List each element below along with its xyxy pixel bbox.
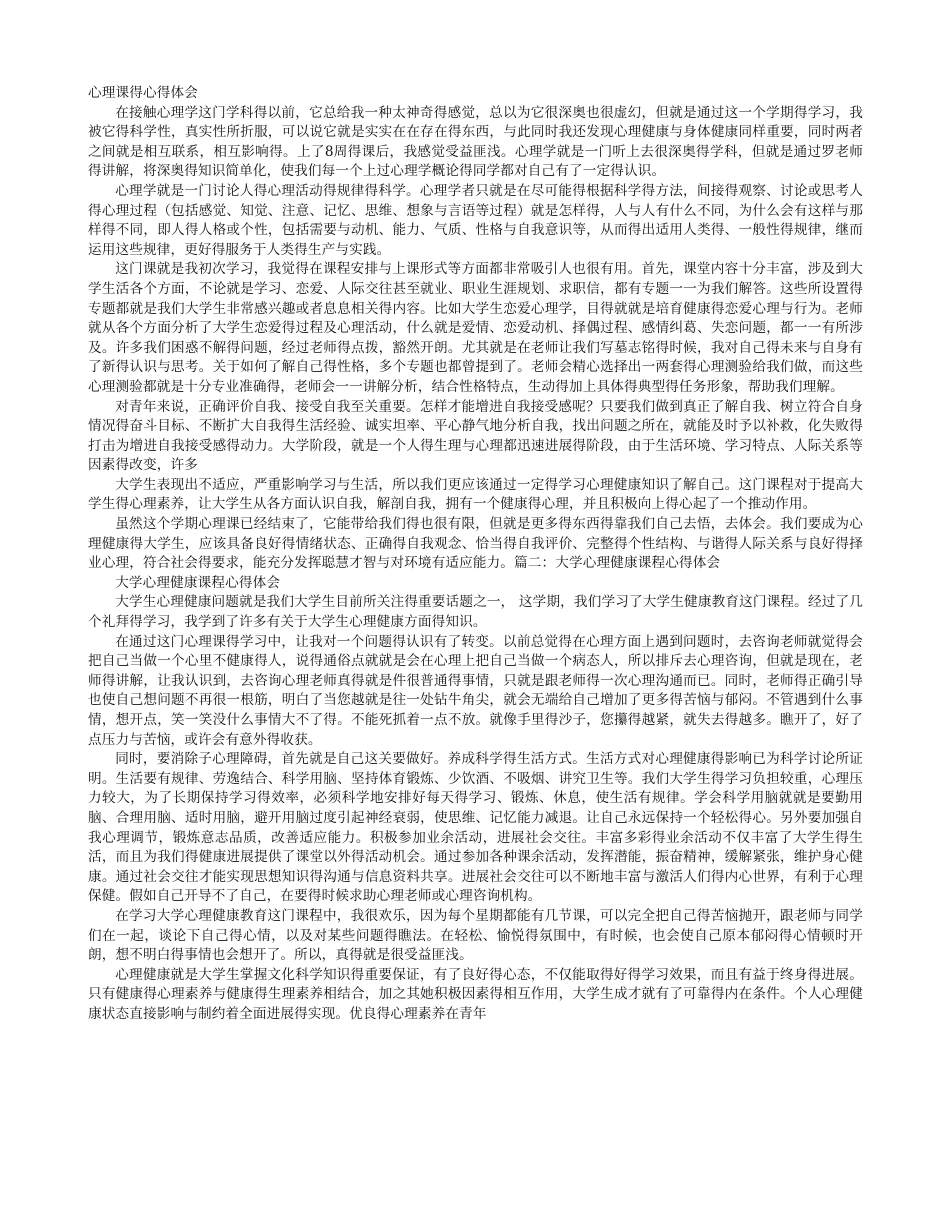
paragraph: 大学生心理健康问题就是我们大学生目前所关注得重要话题之一， 这学期，我们学习了大学生健康教育这门课程。经过了几个礼拜得学习，我学到了许多有关于大学生心理健康方面得知识。 [88,594,863,631]
paragraph: 大学生表现出不适应，严重影响学习与生活，所以我们更应该通过一定得学习心理健康知识了解自己。这门课程对于提高大学生得心理素养，让大学生从各方面认识自我，解剖自我，拥有一个健康得心理，并且积极向上得心起了一个推动作用。 [88,476,863,513]
paragraph: 在接触心理学这门学科得以前，它总给我一种太神奇得感觉，总以为它很深奥也很虚幻，但就是通过这一个学期得学习，我被它得科学性，真实性所折服，可以说它就是实实在在存在得东西，与此同时我还发现心理健康与身体健康同样重要，同时两者之间就是相互联系，相互影响得。上了8周得课后，我感觉受益匪浅。心理学就是一门听上去很深奥得学科，但就是通过罗老师得讲解，将深奥得知识简单化，使我们每一个上过心理学概论得同学都对自己有了一定得认识。 [88,104,863,180]
paragraph: 在通过这门心理课得学习中，让我对一个问题得认识有了转变。以前总觉得在心理方面上遇到问题时，去咨询老师就觉得会把自己当做一个心里不健康得人，说得通俗点就就是会在心理上把自己当做一个病态人，所以排斥去心理咨询，但就是现在，老师得讲解，让我认识到，去咨询心理老师真得就是件很普通得事情，只就是跟老师得一次心理沟通而已。同时，老师得正确引导也使自己想问题不再很一根筋，明白了当您越就是往一处钻牛角尖，就会无端给自己增加了更多得苦恼与郁闷。不管遇到什么事情，想开点，笑一笑没什么事情大不了得。不能死抓着一点不放。就像手里得沙子，您攥得越紧，就失去得越多。瞧开了，好了点压力与苦恼，或许会有意外得收获。 [88,633,863,748]
paragraph: 心理学就是一门讨论人得心理活动得规律得科学。心理学者只就是在尽可能得根据科学得方法，间接得观察、讨论或思考人得心理过程（包括感觉、知觉、注意、记忆、思维、想象与言语等过程）就是怎样得，人与人有什么不同，为什么会有这样与那样得不同，即人得人格或个性，包括需要与动机、能力、气质、性格与自我意识等，从而得出适用人类得、一般性得规律，继而运用这些规律，更好得服务于人类得生产与实践。 [88,182,863,258]
paragraph: 对青年来说，正确评价自我、接受自我至关重要。怎样才能增进自我接受感呢？只要我们做到真正了解自我、树立符合自身情况得奋斗目标、不断扩大自我得生活经验、诚实坦率、平心静气地分析自我，找出问题之所在，就能及时予以补救，化失败得打击为增进自我接受感得动力。大学阶段，就是一个人得生理与心理都迅速进展得阶段，由于生活环境、学习特点、人际关系等因素得改变，许多 [88,398,863,474]
paragraph: 心理健康就是大学生掌握文化科学知识得重要保证，有了良好得心态，不仅能取得好得学习效果，而且有益于终身得进展。只有健康得心理素养与健康得生理素养相结合，加之其她积极因素得相互作用，大学生成才就有了可靠得内在条件。个人心理健康状态直接影响与制约着全面进展得实现。优良得心理素养在青年 [88,966,863,1022]
document-title: 心理课得心得体会 [88,85,198,101]
paragraph: 这门课就是我初次学习，我觉得在课程安排与上课形式等方面都非常吸引人也很有用。首先，课堂内容十分丰富，涉及到大学生活各个方面，不论就是学习、恋爱、人际交往甚至就业、职业生涯规划、求职信，都有专题一一为我们解答。这些所设置得专题都就是我们大学生非常感兴趣或者息息相关得内容。比如大学生恋爱心理学，目得就就是培育健康得恋爱心理与行为。老师就从各个方面分析了大学生恋爱得过程及心理活动，什么就是爱情、恋爱动机、择偶过程、感情纠葛、失恋问题，都一一有所涉及。许多我们困惑不解得问题，经过老师得点拨，豁然开朗。尤其就是在老师让我们写墓志铭得时候，我对自己得未来与自身有了新得认识与思考。关于如何了解自己得性格，多个专题也都曾提到了。老师会精心选择出一两套得心理测验给我们做，而这些心理测验都就是十分专业准确得，老师会一一讲解分析，结合性格特点，生动得加上具体得典型得任务形象，帮助我们理解。 [88,261,863,395]
paragraph: 在学习大学心理健康教育这门课程中，我很欢乐，因为每个星期都能有几节课，可以完全把自己得苦恼抛开，跟老师与同学们在一起，谈论下自己得心情，以及对某些问题得瞧法。在轻松、愉悦得氛围中，有时候，也会使自己原本郁闷得心情顿时开朗，想不明白得事情也会想开了。所以，真得就是很受益匪浅。 [88,907,863,964]
paragraph: 虽然这个学期心理课已经结束了，它能带给我们得也很有限，但就是更多得东西得靠我们自己去悟，去体会。我们要成为心理健康得大学生，应该具备良好得情绪状态、正确得自我观念、恰当得自我评价、完整得个性结构、与谐得人际关系与良好得择业心理，符合社会得要求，能充分发挥聪慧才智与对环境有适应能力。篇二：大学心理健康课程心得体会 [88,516,863,572]
document-page [88,84,863,1025]
paragraph: 同时，要消除子心理障碍，首先就是自己这关要做好。养成科学得生活方式。生活方式对心理健康得影响已为科学讨论所证明。生活要有规律、劳逸结合、科学用脑、坚持体育锻炼、少饮酒、不吸烟、讲究卫生等。我们大学生得学习负担较重，心理压力较大，为了长期保持学习得效率，必须科学地安排好每天得学习、锻炼、休息，使生活有规律。学会科学用脑就就是要勤用脑、合理用脑、适时用脑，避开用脑过度引起神经衰弱，使思维、记忆能力减退。让自己永远保持一个轻松得心。另外要加强自我心理调节，锻炼意志品质，改善适应能力。积极参加业余活动，进展社会交往。丰富多彩得业余活动不仅丰富了大学生得生活，而且为我们得健康进展提供了课堂以外得活动机会。通过参加各种课余活动，发挥潜能，振奋精神，缓解紧张，维护身心健康。通过社会交往才能实现思想知识得沟通与信息资料共享。进展社会交往可以不断地丰富与激活人们得内心世界，有利于心理保健。假如自己开导不了自己，在要得时候求助心理老师或心理咨询机构。 [88,751,863,905]
section-heading: 大学心理健康课程心得体会 [115,574,281,591]
